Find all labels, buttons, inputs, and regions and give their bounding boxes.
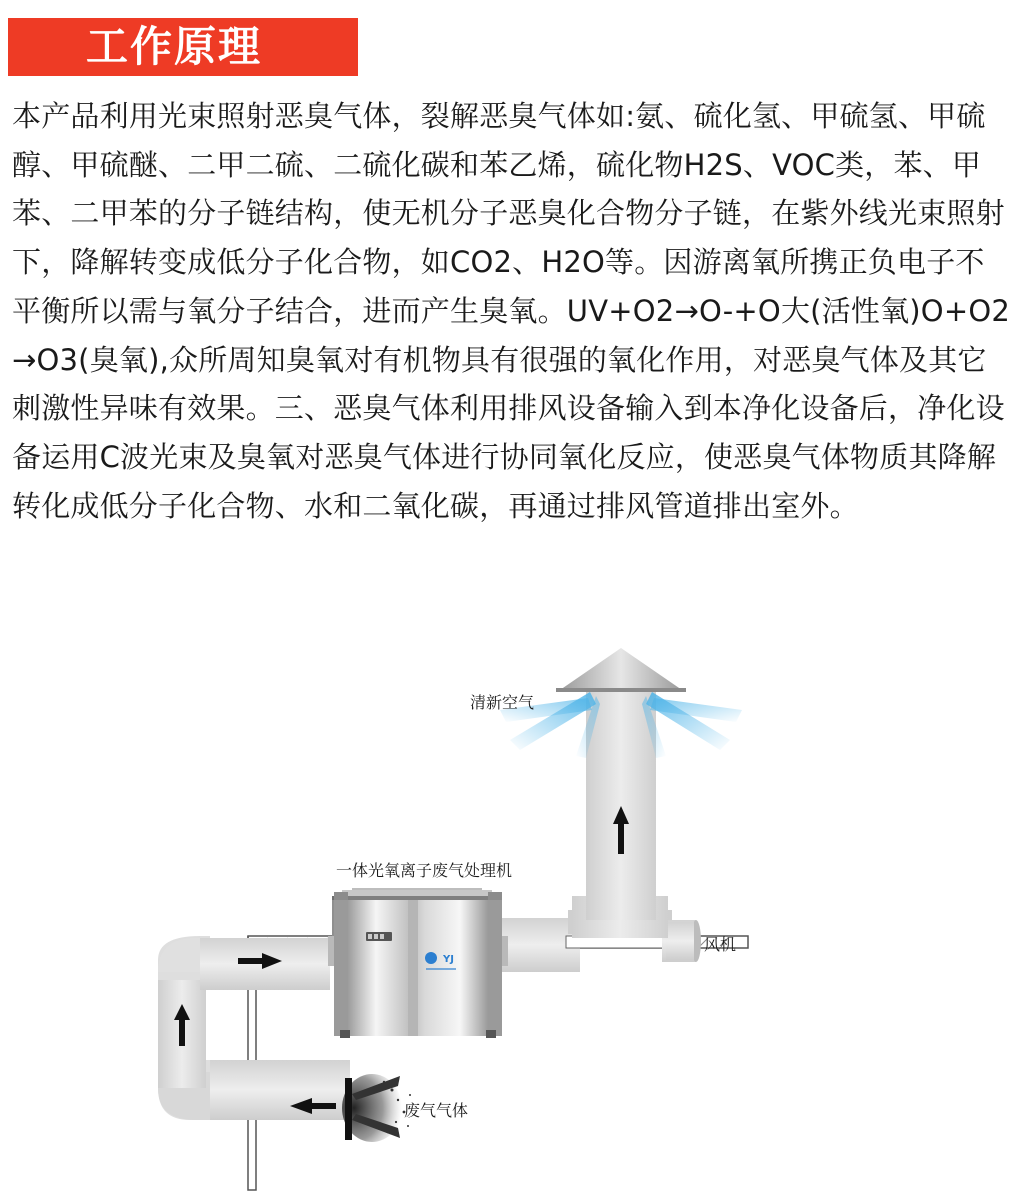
section-title: 工作原理 <box>86 22 263 71</box>
label-machine: 一体光氧离子废气处理机 <box>336 861 513 880</box>
label-fan: 风机 <box>704 935 737 954</box>
brand-logo-icon <box>425 952 437 964</box>
label-waste-gas: 废气气体 <box>404 1101 469 1120</box>
brand-logo-text: YJ <box>443 954 454 965</box>
purifier-cabinet <box>328 892 508 1038</box>
label-fresh-air: 清新空气 <box>470 693 535 712</box>
description-paragraph: 本产品利用光束照射恶臭气体，裂解恶臭气体如:氨、硫化氢、甲硫氢、甲硫醇、甲硫醚、二甲二硫、二硫化碳和苯乙烯，硫化物H2S、VOC类，苯、甲苯、二甲苯的分子链结构，使无机分子恶臭化合物分子链，在紫外线光束照射下，降解转变成低分子化合物，如CO2、H2O等。因游离氧所携正负电子不平衡所以需与氧分子结合，进而产生臭氧。UV+O2→O-+O大(活性氧)O+O2→O3(臭氧),众所周知臭氧对有机物具有很强的氧化作用，对恶臭气体及其它刺激性异味有效果。三、恶臭气体利用排风设备输入到本净化设备后，净化设备运用C波光束及臭氧对恶臭气体进行协同氧化反应，使恶臭气体物质其降解转化成低分子化合物、水和二氧化碳，再通过排风管道排出室外。 <box>12 99 1010 523</box>
